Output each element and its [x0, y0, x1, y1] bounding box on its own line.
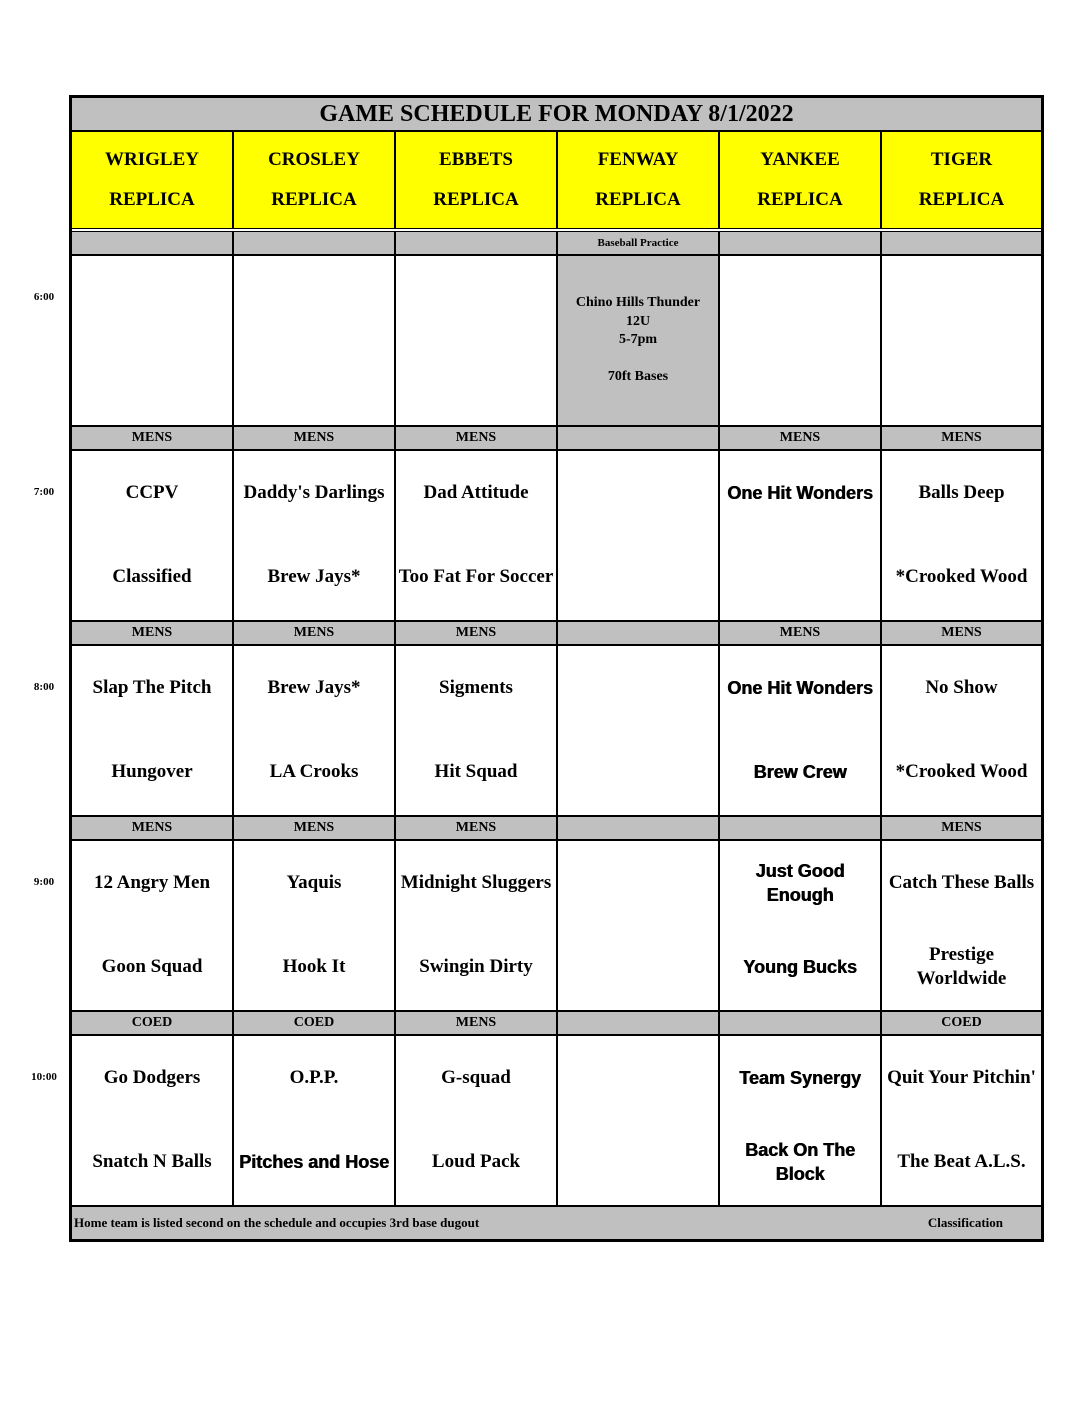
time-label: 8:00 [33, 681, 55, 693]
away-team [396, 266, 556, 330]
home-team [396, 350, 556, 414]
classification-label [557, 621, 719, 645]
home-team [558, 545, 718, 609]
home-team: Pitches and Hose [238, 1152, 390, 1172]
home-team [720, 545, 880, 609]
classification-label [719, 816, 881, 840]
away-team: Team Synergy [739, 1068, 861, 1088]
home-team: Young Bucks [743, 957, 857, 977]
classification-label: MENS [233, 816, 395, 840]
practice-line: 5-7pm [618, 332, 658, 348]
game-cell [557, 450, 719, 621]
field-name: FENWAY [597, 149, 679, 171]
away-team: G-squad [441, 1067, 511, 1088]
game-cell [395, 840, 557, 1011]
classification-label: COED [881, 1011, 1042, 1035]
field-name: EBBETS [439, 149, 513, 171]
away-team [558, 851, 718, 915]
classification-label: MENS [395, 1011, 557, 1035]
game-cell [233, 840, 395, 1011]
field-subtitle: REPLICA [109, 188, 195, 210]
home-team: Hungover [111, 761, 193, 782]
field-subtitle: REPLICA [595, 188, 681, 210]
field-name: TIGER [930, 149, 993, 171]
footer-note: Home team is listed second on the schedule and occupies 3rd base dugout [74, 1215, 480, 1230]
practice-line: 12U [625, 313, 651, 329]
home-team: The Beat A.L.S. [897, 1151, 1026, 1172]
classification-label: MENS [233, 426, 395, 450]
game-cell [719, 450, 881, 621]
practice-line: 70ft Bases [607, 369, 669, 385]
game-cell [395, 1035, 557, 1206]
time-label: 9:00 [33, 876, 55, 888]
away-team: Catch These Balls [888, 872, 1035, 893]
home-team [720, 350, 880, 414]
classification-label: COED [71, 1011, 233, 1035]
field-name: YANKEE [760, 149, 840, 171]
game-cell [719, 840, 881, 1011]
home-team [72, 350, 232, 414]
classification-label [719, 231, 881, 255]
game-cell [557, 1035, 719, 1206]
game-cell [395, 450, 557, 621]
classification-label: MENS [719, 621, 881, 645]
game-cell [557, 840, 719, 1011]
away-team: One Hit Wonders [727, 483, 873, 503]
home-team [882, 350, 1041, 414]
page-title: GAME SCHEDULE FOR MONDAY 8/1/2022 [71, 97, 1042, 131]
classification-label [395, 231, 557, 255]
classification-label: MENS [395, 426, 557, 450]
home-team: Classified [112, 566, 192, 587]
game-cell [881, 840, 1042, 1011]
field-subtitle: REPLICA [918, 188, 1005, 210]
away-team [558, 461, 718, 525]
away-team [882, 266, 1041, 330]
classification-label [557, 1011, 719, 1035]
game-cell [881, 1035, 1042, 1206]
field-subtitle: REPLICA [271, 188, 357, 210]
game-cell [719, 255, 881, 426]
classification-label [557, 816, 719, 840]
game-cell [557, 645, 719, 816]
home-team: Swingin Dirty [419, 956, 533, 977]
away-team: Just Good Enough [755, 861, 845, 905]
away-team: Midnight Sluggers [400, 872, 552, 893]
away-team: Brew Jays* [267, 677, 361, 698]
home-team: *Crooked Wood [895, 761, 1028, 782]
away-team: Balls Deep [918, 482, 1005, 503]
field-header-fenway [557, 131, 719, 229]
game-cell [71, 645, 233, 816]
time-label: 7:00 [33, 486, 55, 498]
game-cell [71, 450, 233, 621]
away-team: O.P.P. [289, 1067, 339, 1088]
away-team: Sigments [439, 677, 513, 698]
home-team: Hit Squad [434, 761, 518, 782]
classification-label [719, 1011, 881, 1035]
classification-label: MENS [395, 621, 557, 645]
home-team: Snatch N Balls [92, 1151, 212, 1172]
classification-label [557, 426, 719, 450]
field-name: CROSLEY [268, 149, 360, 171]
classification-label: MENS [881, 426, 1042, 450]
classification-label [71, 231, 233, 255]
home-team: *Crooked Wood [895, 566, 1028, 587]
classification-label: MENS [233, 621, 395, 645]
home-team: Prestige Worldwide [916, 944, 1007, 989]
away-team: Go Dodgers [103, 1067, 201, 1088]
away-team: CCPV [125, 482, 179, 503]
field-subtitle: REPLICA [757, 188, 843, 210]
home-team: Back On The Block [744, 1140, 856, 1184]
field-header-wrigley [71, 131, 233, 229]
away-team: Quit Your Pitchin' [887, 1067, 1036, 1088]
game-cell [233, 645, 395, 816]
classification-label: Baseball Practice [557, 231, 719, 255]
classification-label [881, 231, 1042, 255]
home-team: Loud Pack [431, 1151, 521, 1172]
game-cell [71, 1035, 233, 1206]
away-team [558, 1046, 718, 1110]
classification-label [233, 231, 395, 255]
classification-label: MENS [881, 816, 1042, 840]
away-team: Slap The Pitch [92, 677, 212, 698]
away-team: 12 Angry Men [93, 872, 211, 893]
game-cell [395, 645, 557, 816]
field-header-ebbets [395, 131, 557, 229]
home-team: Too Fat For Soccer [398, 566, 554, 587]
game-cell [71, 840, 233, 1011]
game-cell [233, 450, 395, 621]
practice-block [557, 255, 719, 426]
classification-label: MENS [881, 621, 1042, 645]
practice-line: Chino Hills Thunder [575, 295, 701, 311]
classification-label: MENS [719, 426, 881, 450]
home-team: Hook It [282, 956, 346, 977]
away-team: Daddy's Darlings [243, 482, 385, 503]
game-cell [719, 1035, 881, 1206]
footer-bar [71, 1206, 1042, 1240]
game-cell [71, 255, 233, 426]
time-label: 6:00 [33, 291, 55, 303]
classification-label: MENS [71, 426, 233, 450]
home-team [558, 935, 718, 999]
away-team: No Show [925, 677, 998, 698]
home-team: Goon Squad [101, 956, 203, 977]
game-cell [233, 255, 395, 426]
home-team [558, 1130, 718, 1194]
footer-legend: Classification [927, 1215, 1003, 1230]
field-header-tiger [881, 131, 1042, 229]
field-subtitle: REPLICA [433, 188, 519, 210]
game-cell [395, 255, 557, 426]
away-team: One Hit Wonders [727, 678, 873, 698]
field-header-crosley [233, 131, 395, 229]
home-team: Brew Jays* [267, 566, 361, 587]
game-cell [881, 255, 1042, 426]
classification-label: MENS [71, 621, 233, 645]
home-team: Brew Crew [753, 762, 847, 782]
away-team: Yaquis [286, 872, 342, 893]
time-label: 10:00 [31, 1071, 57, 1083]
away-team [234, 266, 394, 330]
home-team: LA Crooks [269, 761, 359, 782]
field-header-yankee [719, 131, 881, 229]
classification-label: MENS [71, 816, 233, 840]
away-team [558, 656, 718, 720]
away-team [720, 266, 880, 330]
game-cell [881, 450, 1042, 621]
game-cell [233, 1035, 395, 1206]
field-name: WRIGLEY [105, 149, 199, 171]
home-team [234, 350, 394, 414]
away-team: Dad Attitude [423, 482, 529, 503]
game-cell [719, 645, 881, 816]
classification-label: COED [233, 1011, 395, 1035]
home-team [558, 740, 718, 804]
away-team [72, 266, 232, 330]
game-cell [881, 645, 1042, 816]
classification-label: MENS [395, 816, 557, 840]
